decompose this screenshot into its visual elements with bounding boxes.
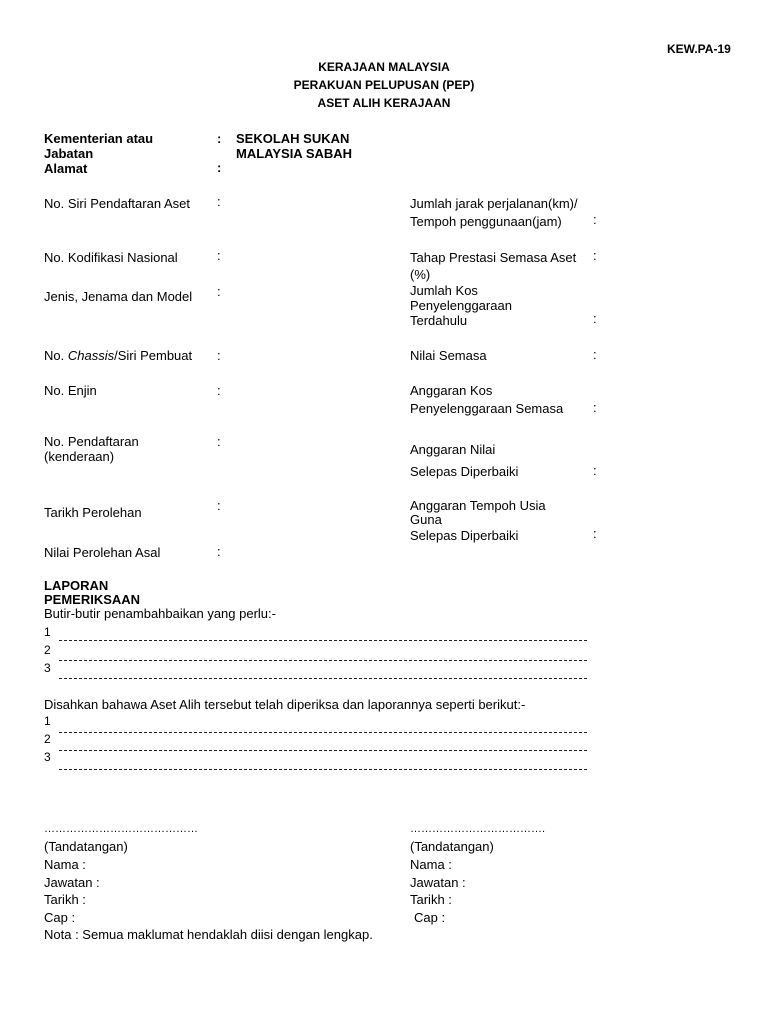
anggaran-nilai-label: Anggaran Nilai [410,442,496,457]
note-text: Nota : Semua maklumat hendaklah diisi dengan lengkap. [44,927,373,942]
anggaran-nilai-label-2: Selepas Diperbaiki [410,464,519,479]
tempoh-usia-colon: : [593,526,597,541]
signature-line-left: …………………………………… [44,823,198,835]
anggaran-nilai-colon: : [593,463,597,478]
tempoh-usia-label: Anggaran Tempoh Usia [410,498,546,513]
anggaran-kos-label: Anggaran Kos [410,383,493,398]
ministry-value-2: MALAYSIA SABAH [236,146,353,161]
improvement-number-3: 3 [44,661,51,675]
nilai-semasa-colon: : [593,347,597,362]
tahap-label: Tahap Prestasi Semasa Aset [410,250,577,265]
chassis-colon: : [217,348,221,363]
tempoh-usia-label-2: Guna [410,512,442,527]
siri-colon: : [217,194,221,209]
improvement-line-3 [59,678,587,679]
certified-label: Disahkan bahawa Aset Alih tersebut telah diperiksa dan laporannya seperti berikut:- [44,697,526,712]
ministry-colon: : [217,131,222,146]
form-code: KEW.PA-19 [667,42,731,56]
kos-label-3: Terdahulu [410,313,468,328]
kos-label-2: Penyelenggaraan [410,298,512,313]
certified-line-2 [59,750,587,751]
jarak-colon: : [593,212,597,227]
enjin-colon: : [217,383,221,398]
stamp-label-left: Cap : [44,910,76,925]
tahap-label-2: (%) [410,267,431,282]
name-label-right: Nama : [410,857,452,872]
anggaran-kos-colon: : [593,400,597,415]
jenis-label: Jenis, Jenama dan Model [44,289,193,304]
improvement-line-1 [59,640,587,641]
jenis-colon: : [217,284,221,299]
date-label-right: Tarikh : [410,892,452,907]
improvement-line-2 [59,660,587,661]
kos-colon: : [593,311,597,326]
anggaran-kos-label-2: Penyelenggaraan Semasa [410,401,564,416]
kodifikasi-colon: : [217,248,221,263]
certified-number-3: 3 [44,750,51,764]
address-label: Alamat [44,161,88,176]
jarak-label-2: Tempoh penggunaan(jam) [410,214,562,229]
signature-label-right: (Tandatangan) [410,839,494,854]
nilai-asal-colon: : [217,544,221,559]
header-subtitle-2: ASET ALIH KERAJAAN [317,96,451,110]
chassis-suffix: /Siri Pembuat [114,348,193,363]
pendaftaran-label-2: (kenderaan) [44,449,115,464]
enjin-label: No. Enjin [44,383,97,398]
ministry-label-2: Jabatan [44,146,94,161]
certified-number-1: 1 [44,714,51,728]
chassis-label [44,348,192,363]
header-title: KERAJAAN MALAYSIA [318,60,450,74]
address-colon: : [217,160,222,175]
tarikh-perolehan-label: Tarikh Perolehan [44,505,142,520]
signature-line-right: ………………………………. [410,823,546,835]
report-title: LAPORAN [44,578,109,593]
stamp-label-right: Cap : [414,910,446,925]
signature-label-left: (Tandatangan) [44,839,128,854]
improvements-label: Butir-butir penambahbaikan yang perlu:- [44,606,276,621]
jarak-label: Jumlah jarak perjalanan(km)/ [410,196,578,211]
pendaftaran-colon: : [217,434,221,449]
improvement-number-2: 2 [44,643,51,657]
name-label-left: Nama : [44,857,86,872]
chassis-prefix: No. [44,348,68,363]
position-label-right: Jawatan : [410,875,466,890]
tarikh-perolehan-colon: : [217,498,221,513]
certified-line-3 [59,769,587,770]
date-label-left: Tarikh : [44,892,86,907]
kos-label: Jumlah Kos [410,283,478,298]
pendaftaran-label: No. Pendaftaran [44,434,139,449]
siri-label: No. Siri Pendaftaran Aset [44,196,190,211]
report-title-2: PEMERIKSAAN [44,592,141,607]
kodifikasi-label: No. Kodifikasi Nasional [44,250,178,265]
improvement-number-1: 1 [44,625,51,639]
ministry-label: Kementerian atau [44,131,154,146]
certified-line-1 [59,732,587,733]
chassis-italic: Chassis [67,348,115,363]
header-subtitle: PERAKUAN PELUPUSAN (PEP) [293,78,475,92]
nilai-semasa-label: Nilai Semasa [410,348,487,363]
certified-number-2: 2 [44,732,51,746]
position-label-left: Jawatan : [44,875,100,890]
ministry-value: SEKOLAH SUKAN [236,131,350,146]
tahap-colon: : [593,248,597,263]
tempoh-usia-label-3: Selepas Diperbaiki [410,528,519,543]
nilai-asal-label: Nilai Perolehan Asal [44,545,161,560]
